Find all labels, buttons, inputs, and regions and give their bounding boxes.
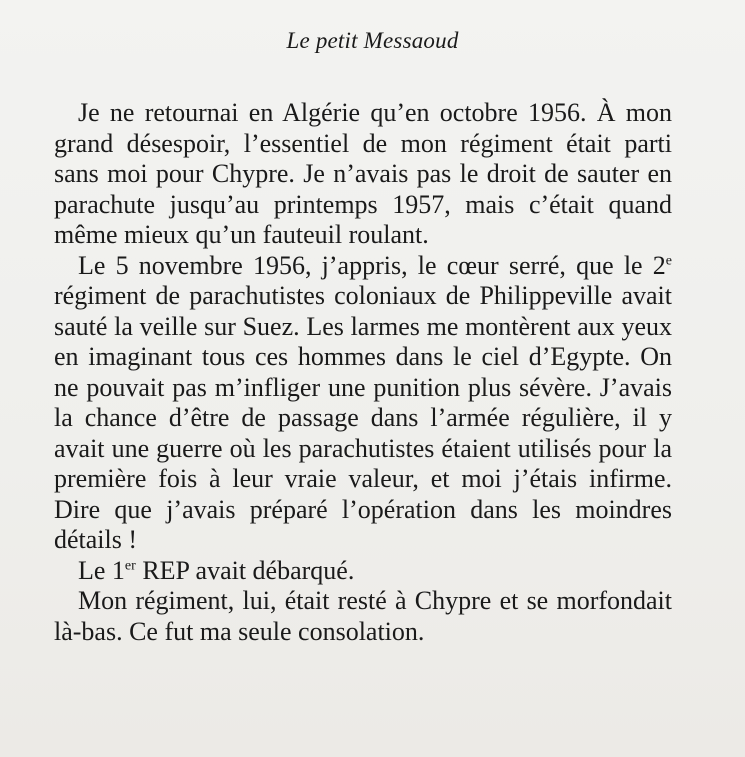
ordinal-suffix: e — [665, 252, 672, 268]
paragraph-3-rest: REP avait débarqué. — [135, 555, 355, 585]
paragraph-3-start: Le 1 — [78, 555, 125, 585]
paragraph-2 — [54, 251, 672, 556]
paragraph-2-rest: régiment de parachutistes coloniaux de Philippeville avait sauté la veille sur Suez. Les larmes me montèrent aux yeux en imaginant tous ces hommes dans le ciel d’Egypte. On ne pouvait pas m’infliger une punition plus sévère. J’avais la chance d’être de passage dans l’armée régulière, il y avait une guerre où les parachutistes étaient utilisés pour la première fois à leur vraie valeur, et moi j’étais infirme. Dire que j’avais préparé l’opération dans les moindres détails ! — [54, 281, 672, 554]
running-head: Le petit Messaoud — [286, 28, 459, 53]
ordinal-suffix: er — [124, 557, 136, 573]
paragraph-2-start: Le 5 novembre 1956, j’appris, le cœur serré, que le 2 — [78, 250, 666, 280]
paragraph-4: Mon régiment, lui, était resté à Chypre et se morfondait là-bas. Ce fut ma seule consolation. — [54, 586, 672, 646]
paragraph-1: Je ne retournai en Algérie qu’en octobre 1956. À mon grand désespoir, l’essentiel de mon régiment était parti sans moi pour Chypre. Je n’avais pas le droit de sauter en parachute jusqu’au printemps 1957, mais c’était quand même mieux qu’un fauteuil roulant. — [54, 98, 672, 249]
paragraph-3 — [54, 556, 672, 587]
body-text — [54, 98, 672, 647]
